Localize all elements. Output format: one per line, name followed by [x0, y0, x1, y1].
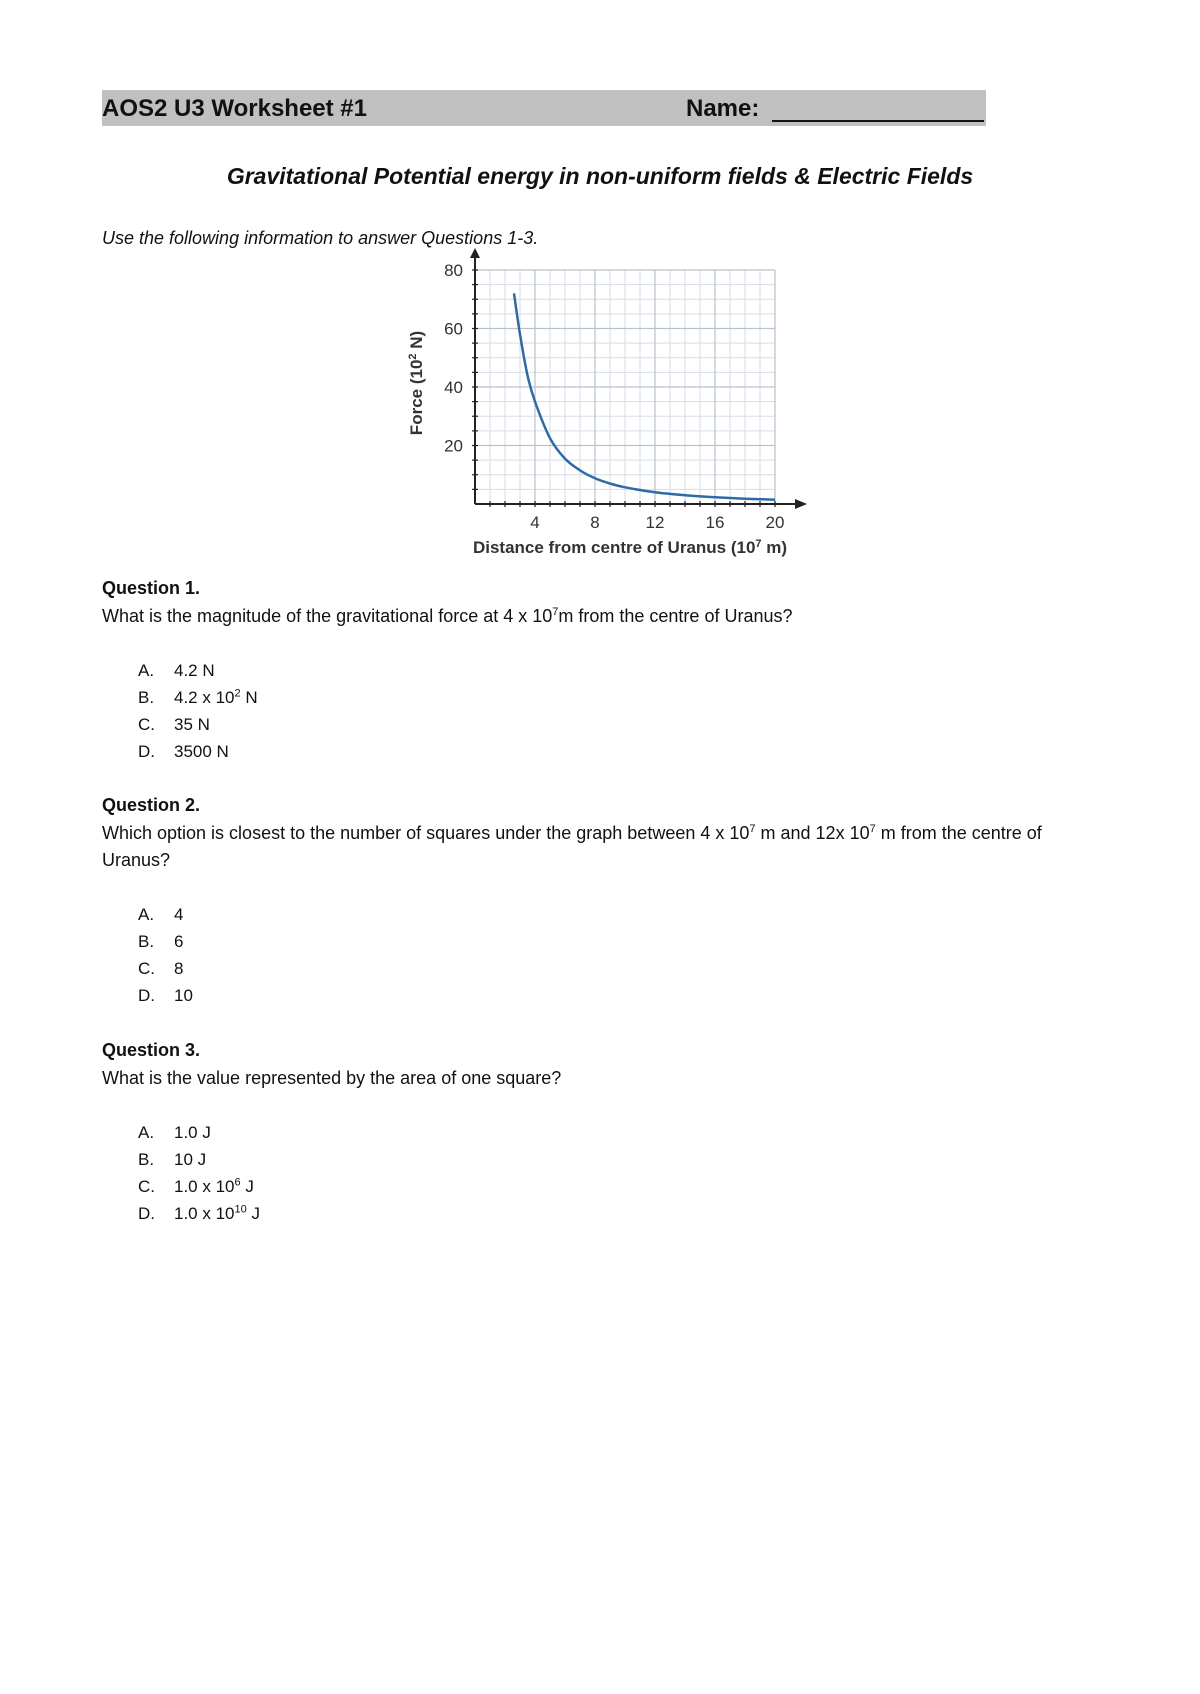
x-axis-label — [473, 538, 787, 557]
x-tick-label: 20 — [765, 513, 785, 532]
header-bar — [102, 90, 986, 126]
option-row[interactable] — [138, 657, 258, 684]
x-axis-label-exp: 7 — [755, 538, 762, 550]
chart-ticks — [444, 261, 784, 532]
option-row[interactable] — [138, 928, 193, 955]
option-letter: D. — [138, 1204, 155, 1223]
y-tick-label: 40 — [444, 378, 463, 397]
x-axis-arrow — [795, 499, 807, 509]
option-row[interactable] — [138, 1200, 260, 1227]
question-2-text — [102, 820, 1102, 874]
x-tick-label: 16 — [705, 513, 725, 532]
question-1-text — [102, 603, 1102, 630]
q2-text-exp2: 7 — [869, 823, 876, 835]
question-1-title: Question 1. — [102, 578, 201, 598]
option-value — [174, 1173, 254, 1200]
option-row[interactable] — [138, 901, 193, 928]
y-axis-label-end: N) — [407, 330, 426, 354]
option-value — [174, 684, 258, 711]
option-value — [174, 711, 210, 738]
option-value — [174, 657, 215, 684]
q2-text-b: m and 12x 10 — [755, 823, 870, 843]
option-letter: D. — [138, 986, 155, 1005]
option-main: 4.2 N — [174, 661, 215, 680]
option-letter: C. — [138, 1177, 155, 1196]
option-value — [174, 738, 229, 765]
option-unit: J — [246, 1204, 260, 1223]
option-main: 6 — [174, 932, 184, 951]
option-unit: N — [240, 688, 258, 707]
option-value — [174, 1200, 260, 1227]
option-row[interactable] — [138, 711, 258, 738]
option-main: 8 — [174, 959, 184, 978]
option-row[interactable] — [138, 1119, 260, 1146]
option-row[interactable] — [138, 738, 258, 765]
option-letter: A. — [138, 661, 155, 680]
option-main: 1.0 J — [174, 1123, 211, 1142]
y-axis-arrow — [470, 248, 480, 258]
option-exp: 6 — [234, 1176, 241, 1189]
y-axis-label — [407, 331, 426, 435]
question-3-text: What is the value represented by the area of one square? — [102, 1068, 562, 1088]
y-axis-label-main: Force (10 — [407, 359, 426, 436]
option-letter: D. — [138, 742, 155, 761]
option-row[interactable] — [138, 1146, 260, 1173]
question-2-options — [138, 901, 193, 1009]
option-row[interactable] — [138, 684, 258, 711]
q1-text-a: What is the magnitude of the gravitational force at 4 x 10 — [102, 606, 553, 626]
x-tick-label: 4 — [530, 513, 540, 532]
option-main: 3500 N — [174, 742, 229, 761]
chart-axes — [470, 248, 807, 509]
x-tick-label: 12 — [645, 513, 665, 532]
question-2-title: Question 2. — [102, 795, 201, 815]
option-main: 1.0 x 10 — [174, 1177, 235, 1196]
option-main: 1.0 x 10 — [174, 1204, 235, 1223]
y-axis-label-exp: 2 — [407, 353, 419, 360]
intro-text: Use the following information to answer Questions 1-3. — [102, 228, 539, 248]
chart-grid — [475, 270, 775, 504]
q2-text-exp: 7 — [749, 823, 756, 835]
option-letter: B. — [138, 688, 155, 707]
option-main: 35 N — [174, 715, 210, 734]
question-3-title: Question 3. — [102, 1040, 201, 1060]
option-main: 4.2 x 10 — [174, 688, 235, 707]
option-letter: A. — [138, 1123, 155, 1142]
option-exp: 2 — [234, 687, 241, 700]
option-row[interactable] — [138, 1173, 260, 1200]
force-distance-chart — [400, 248, 830, 568]
option-letter: C. — [138, 715, 155, 734]
question-3-options — [138, 1119, 260, 1227]
option-letter: C. — [138, 959, 155, 978]
x-axis-label-main: Distance from centre of Uranus (10 — [472, 538, 756, 557]
option-row[interactable] — [138, 955, 193, 982]
option-row[interactable] — [138, 982, 193, 1009]
y-tick-label: 80 — [444, 261, 463, 280]
y-tick-label: 20 — [444, 436, 463, 456]
option-unit: J — [240, 1177, 254, 1196]
q1-text-b: m from the centre of Uranus? — [558, 606, 793, 626]
q2-text-a: Which option is closest to the number of squares under the graph between 4 x 10 — [102, 823, 750, 843]
q1-text-exp: 7 — [552, 606, 559, 618]
y-tick-label: 60 — [444, 319, 463, 339]
series-line — [514, 293, 775, 499]
option-letter: A. — [138, 905, 155, 924]
x-axis-label-end: m) — [761, 538, 788, 557]
name-blank-line[interactable] — [772, 120, 984, 122]
option-main: 10 J — [174, 1150, 207, 1169]
worksheet-title: AOS2 U3 Worksheet #1 — [102, 95, 367, 122]
name-label: Name: — [686, 95, 760, 122]
option-exp: 10 — [234, 1203, 247, 1216]
page-title: Gravitational Potential energy in non-uniform fields & Electric Fields — [226, 163, 974, 189]
option-letter: B. — [138, 1150, 155, 1169]
q2-text-c: m from the centre of Uranus? — [102, 823, 1042, 870]
option-letter: B. — [138, 932, 155, 951]
question-1-options — [138, 657, 258, 765]
x-tick-label: 8 — [590, 513, 600, 532]
option-main: 4 — [174, 905, 184, 924]
option-main: 10 — [174, 986, 193, 1005]
